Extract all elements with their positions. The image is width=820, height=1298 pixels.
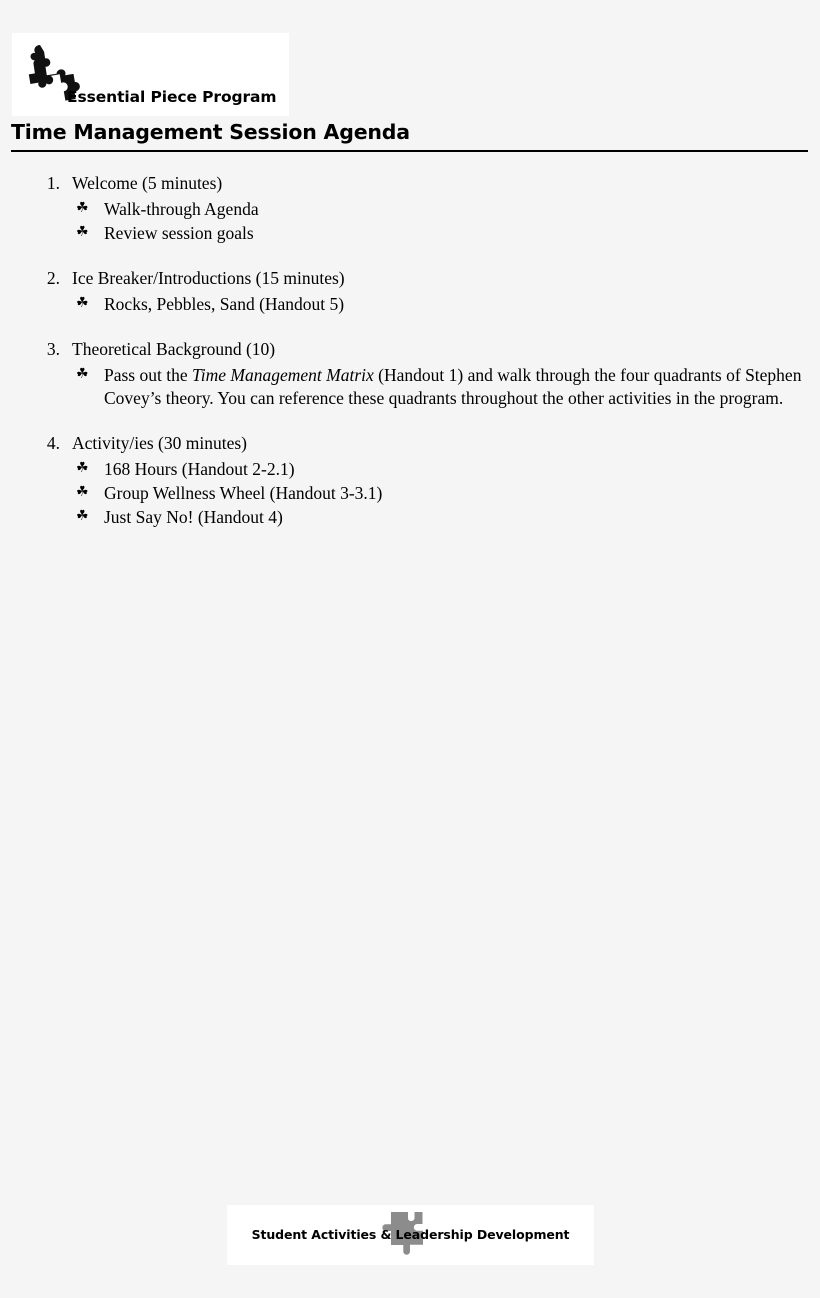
list-item-text: Review session goals [104,222,254,243]
agenda-item-heading-row [36,267,806,291]
clover-bullet-icon: ☘ [76,199,89,216]
agenda-item-number: 4. [46,433,60,454]
agenda-subitem-list [36,293,806,316]
agenda-item-heading-row [36,338,806,362]
page-title: Time Management Session Agenda [11,120,410,144]
agenda-item-heading-row [36,432,806,456]
footer-label: Student Activities & Leadership Development [251,1227,570,1242]
agenda-item [36,338,806,410]
list-item [36,222,806,245]
agenda-item [36,432,806,529]
agenda-item-heading: Theoretical Background (10) [72,339,276,360]
footer-logo-block [227,1205,594,1265]
list-item-text-before: Pass out the [104,364,192,385]
list-item-text-after: (Handout 1) and walk through the four quadrants of Stephen Covey’s theory. You can reference these quadrants throughout the other activities in the program. [104,364,802,408]
agenda-item-number: 2. [46,268,60,289]
list-item [36,506,806,529]
list-item [36,458,806,481]
list-item-text: Rocks, Pebbles, Sand (Handout 5) [104,293,345,314]
list-item-text-italic: Time Management Matrix [192,364,374,385]
clover-bullet-icon: ☘ [76,508,89,525]
clover-bullet-icon: ☘ [76,459,89,476]
list-item-text: Walk-through Agenda [104,198,259,219]
clover-bullet-icon: ☘ [76,294,89,311]
program-logo-block [12,33,289,116]
list-item-text: Just Say No! (Handout 4) [104,507,283,528]
clover-bullet-icon: ☘ [76,484,89,501]
list-item-text: 168 Hours (Handout 2-2.1) [104,458,295,479]
agenda-item-heading-row [36,172,806,196]
clover-bullet-icon: ☘ [76,223,89,240]
list-item-text [104,364,806,411]
title-divider [11,150,808,152]
agenda-item-heading: Ice Breaker/Introductions (15 minutes) [72,268,345,289]
agenda-item [36,172,806,245]
agenda-subitem-list [36,458,806,530]
list-item [36,364,806,411]
agenda-item-number: 3. [46,339,60,360]
list-item [36,293,806,316]
agenda-item [36,267,806,316]
agenda-item-heading: Welcome (5 minutes) [72,173,223,193]
agenda-item-number: 1. [46,173,60,193]
list-item-text: Group Wellness Wheel (Handout 3-3.1) [104,483,383,504]
agenda-subitem-list [36,364,806,411]
agenda-item-heading: Activity/ies (30 minutes) [72,433,247,454]
program-name-label: Essential Piece Program [67,88,277,106]
list-item [36,198,806,221]
list-item [36,482,806,505]
clover-bullet-icon: ☘ [76,365,89,382]
agenda-list [36,172,806,552]
agenda-subitem-list [36,198,806,246]
